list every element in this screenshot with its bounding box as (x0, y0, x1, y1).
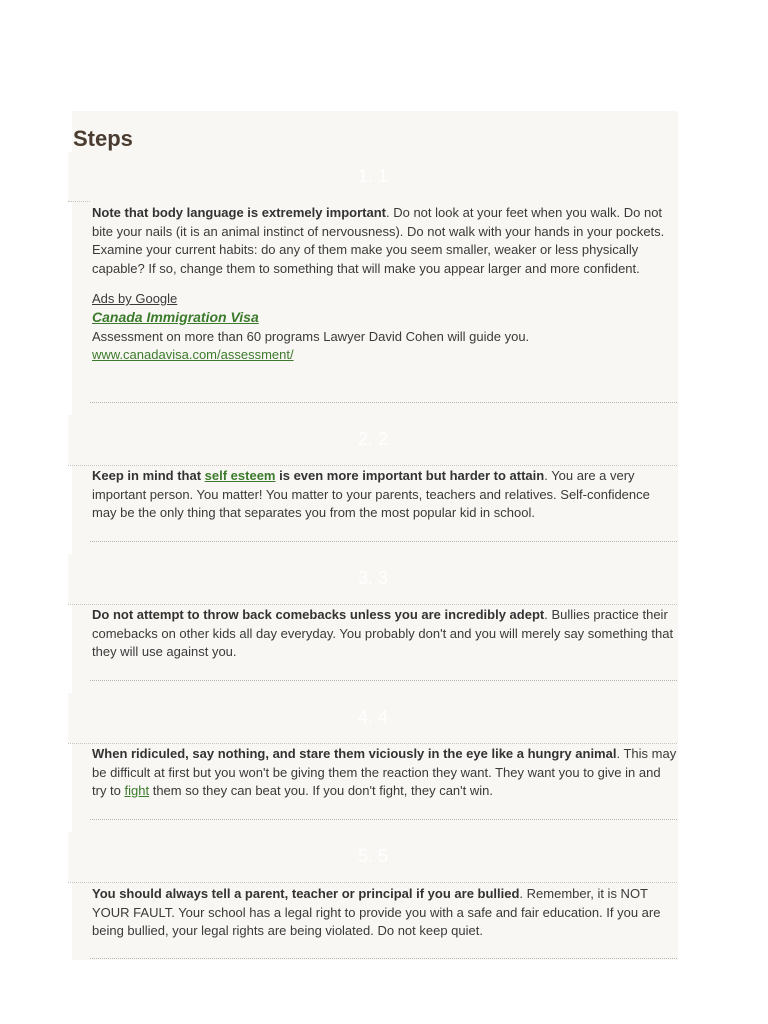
step-3-body (92, 606, 677, 662)
step-3-text (92, 606, 677, 662)
step-divider (68, 201, 90, 202)
step-number: 3. 3 (357, 568, 389, 588)
step-1-text (92, 204, 677, 278)
step-number: 1. 1 (357, 166, 389, 186)
step-4-text (92, 745, 677, 801)
step-4-bold: When ridiculed, say nothing, and stare them viciously in the eye like a hungry animal (92, 746, 617, 761)
step-5-rest: . Remember, it is NOT YOUR FAULT. Your school has a legal right to provide you with a safe and fair education. If you are being bullied, your legal rights are being violated. Do not keep quiet. (92, 886, 661, 938)
step-2-bold-after: is even more important but harder to attain (275, 468, 545, 483)
step-number: 4. 4 (357, 707, 389, 727)
fight-link[interactable]: fight (124, 783, 150, 798)
step-number: 2. 2 (357, 429, 389, 449)
step-number: 5. 5 (357, 846, 389, 866)
step-4-text-before: . This may be difficult at first but you won't be giving them the reaction they want. They want you to give in and try to (92, 746, 677, 798)
step-divider (90, 541, 677, 542)
step-2-rest: . You are a very important person. You matter! You matter to your parents, teachers and relatives. Self-confidence may be the only thing that separates you from the most popular kid in school. (92, 468, 650, 520)
step-divider (68, 743, 677, 744)
step-2-text (92, 467, 677, 523)
step-divider (90, 958, 677, 959)
steps-heading: Steps (73, 126, 133, 151)
step-number-band (68, 152, 678, 202)
step-1-body (92, 204, 677, 364)
step-divider (90, 402, 677, 403)
ad-description: Assessment on more than 60 programs Lawyer David Cohen will guide you. (92, 329, 530, 344)
step-5-text (92, 885, 677, 941)
ad-url-link[interactable]: www.canadavisa.com/assessment/ (92, 347, 294, 362)
step-3-rest: . Bullies practice their comebacks on other kids all day everyday. You probably don't and you will merely say something that they will use against you. (92, 607, 674, 659)
step-number-band (68, 693, 678, 743)
step-2-bold-before: Keep in mind that (92, 468, 205, 483)
step-divider (90, 819, 677, 820)
ad-title-link[interactable]: Canada Immigration Visa (92, 309, 259, 325)
self-esteem-link[interactable]: self esteem (204, 468, 276, 483)
step-1-rest: . Do not look at your feet when you walk. Do not bite your nails (it is an animal instinct of nervousness). Do not walk with your hands in your pockets. Examine your current habits: do any of them make you seem smaller, weaker or less physically capable? If so, change them to something that will make you appear larger and more confident. (92, 205, 665, 276)
step-4-body (92, 745, 677, 801)
step-2-bold (92, 468, 544, 483)
step-divider (90, 680, 677, 681)
step-5-body (92, 885, 677, 941)
step-5-bold: You should always tell a parent, teacher or principal if you are bullied (92, 886, 520, 901)
step-divider (68, 882, 677, 883)
step-number-band (68, 832, 678, 882)
step-divider (68, 465, 677, 466)
step-1-bold: Note that body language is extremely important (92, 205, 386, 220)
step-number-band (68, 554, 678, 604)
step-number-band (68, 415, 678, 465)
step-divider (68, 604, 677, 605)
step-4-text-after: them so they can beat you. If you don't fight, they can't win. (149, 783, 493, 798)
google-ad-block (92, 290, 677, 364)
step-3-bold: Do not attempt to throw back comebacks unless you are incredibly adept (92, 607, 545, 622)
ads-by-google-link[interactable]: Ads by Google (92, 291, 178, 306)
step-2-body (92, 467, 677, 523)
